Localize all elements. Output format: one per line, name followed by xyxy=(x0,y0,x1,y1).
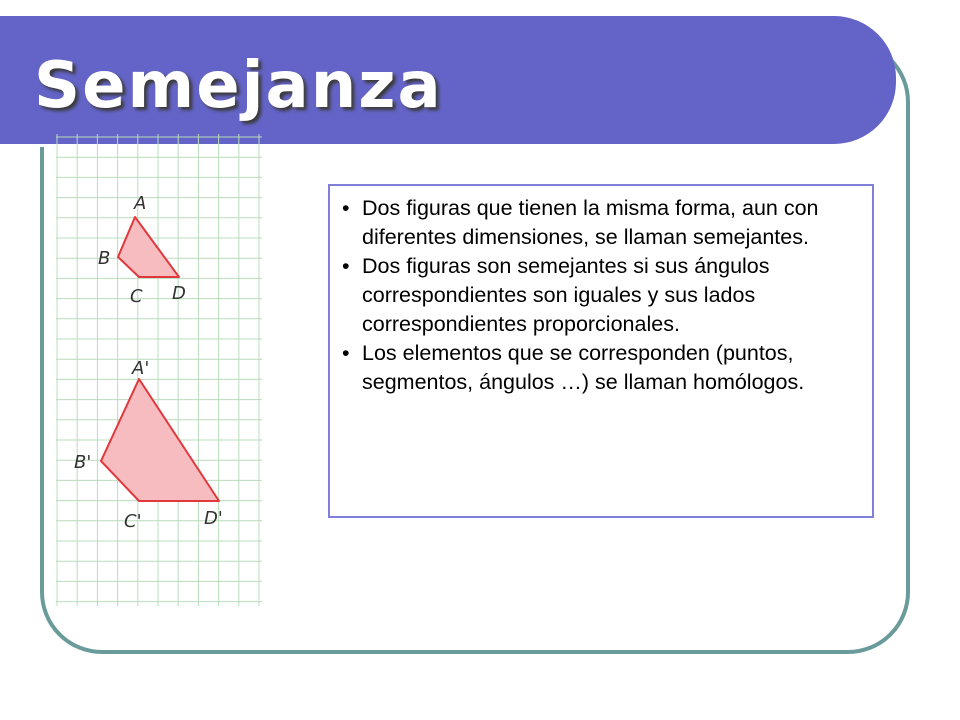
grid-lines xyxy=(56,134,262,606)
bullet-icon: • xyxy=(342,254,350,278)
label-d: D xyxy=(172,283,186,304)
label-b: B xyxy=(98,248,111,269)
small-figure-abcd xyxy=(118,217,179,277)
label-c-prime: C' xyxy=(124,511,142,532)
slide-title: Semejanza xyxy=(34,49,443,123)
definition-item xyxy=(338,194,860,252)
label-d-prime: D' xyxy=(204,508,223,529)
definition-item xyxy=(338,252,860,339)
definition-text: Dos figuras que tienen la misma forma, aun con diferentes dimensiones, se llaman semejantes. xyxy=(362,196,819,249)
label-a: A xyxy=(134,193,147,214)
definition-list xyxy=(338,194,860,397)
title-bar xyxy=(0,16,896,144)
definition-text: Los elementos que se corresponden (puntos, segmentos, ángulos …) se llaman homólogos. xyxy=(362,341,805,394)
definition-item xyxy=(338,339,860,397)
grid-figure-svg xyxy=(56,134,262,606)
grid-figure xyxy=(56,134,262,606)
label-c: C xyxy=(130,286,143,307)
definition-text: Dos figuras son semejantes si sus ángulos correspondientes son iguales y sus lados correspondientes proporcionales. xyxy=(362,254,770,336)
bullet-icon: • xyxy=(342,341,350,365)
label-b-prime: B' xyxy=(74,452,92,473)
label-a-prime: A' xyxy=(132,358,150,379)
bullet-icon: • xyxy=(342,196,350,220)
definition-box xyxy=(328,184,874,518)
